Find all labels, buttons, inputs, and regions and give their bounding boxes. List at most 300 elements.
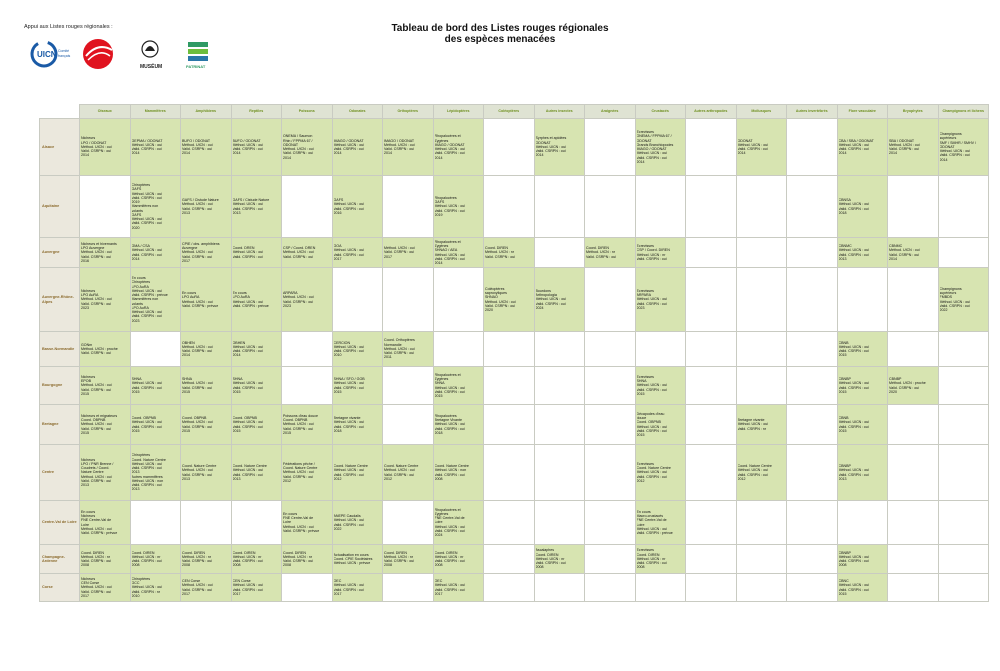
cell-line: Méthod. UICN : oui <box>333 583 365 588</box>
cell-line: Mammifères non <box>131 297 159 302</box>
cell-line: Loire <box>81 522 89 527</box>
cell-line: 2017 <box>384 254 392 259</box>
empty-cell <box>787 176 838 238</box>
cell-line: ODONAT <box>636 138 652 143</box>
empty-cell <box>938 501 989 545</box>
cell-line: Bretagne Vivante <box>434 418 463 423</box>
cell-line: Valid. CSRPN : oui <box>333 472 364 477</box>
header-corner <box>40 105 80 119</box>
empty-cell <box>686 268 737 332</box>
cell-line: Méthod. UICN : proche <box>889 381 926 386</box>
cell-line: Auvergne <box>182 246 198 251</box>
empty-cell <box>686 405 737 445</box>
table-row <box>40 238 989 268</box>
cell-line: Nicheurs <box>81 136 96 141</box>
cell-line: Coord. DIREN <box>485 246 508 251</box>
cell-line: Méthod. UICN : oui <box>81 474 112 479</box>
empty-cell <box>686 332 737 367</box>
cell-line: 2010 <box>131 593 140 598</box>
cell-line: LPO AuRA <box>81 293 99 298</box>
cell-line: Méthod. UICN : nr <box>535 556 565 561</box>
title-line-2: des espèces menacées <box>444 34 556 45</box>
cell-line: LPO Auvergne <box>81 246 105 251</box>
cell-line: Valid. CSRPN : prévue <box>182 303 219 308</box>
cell-line: SMF / SMHR / SMHV / <box>939 140 977 145</box>
empty-cell <box>282 574 333 602</box>
cell-line: 2014 <box>131 151 140 156</box>
cell-line: Valid. CSRPN : oui <box>232 472 263 477</box>
cell-line: Méthod. UICN : oui <box>333 248 365 253</box>
status-cell <box>80 268 131 332</box>
cell-line: Valid. CSRPN : oui <box>232 587 263 592</box>
status-cell <box>433 238 484 268</box>
status-cell <box>837 574 888 602</box>
cell-line: Coord. OBPNB <box>636 420 661 425</box>
status-cell <box>130 445 181 501</box>
empty-cell <box>787 545 838 574</box>
cell-line: 2014 <box>131 256 140 261</box>
status-cell <box>534 268 585 332</box>
cell-line: Valid. CSRPN : oui <box>737 147 768 151</box>
empty-cell <box>888 545 939 574</box>
cell-line: Mammifères non <box>131 204 159 209</box>
cell-line: 2014 <box>182 151 190 156</box>
cell-line: SHNA <box>232 377 243 381</box>
cell-line: Valid. CSRPN : oui <box>434 559 465 563</box>
status-cell <box>332 501 383 545</box>
status-cell <box>231 268 282 332</box>
cell-line: Valid. CSRPN : oui <box>838 424 869 429</box>
empty-cell <box>686 176 737 238</box>
cell-line: Champignons <box>939 286 962 291</box>
cell-line: Ecrevisses <box>636 288 654 293</box>
cell-line: 2013 <box>182 210 190 215</box>
page-title <box>330 23 670 45</box>
cell-line: Coord. Nature Centre <box>384 464 419 468</box>
cell-line: 2015 <box>131 428 140 433</box>
cell-line: Méthod. UICN : oui <box>333 420 365 425</box>
cell-line: Méthod. UICN : oui <box>636 151 668 156</box>
cell-line: supérieurs <box>939 291 957 295</box>
cell-line: Coord. Nature Centre <box>283 466 318 471</box>
empty-cell <box>585 405 636 445</box>
column-header: Reptiles <box>231 105 282 119</box>
status-cell <box>433 176 484 238</box>
cell-line: Valid. CSRPN : oui <box>131 424 162 429</box>
cell-line: Coord. DIREN <box>283 550 306 555</box>
cell-line: Valid. CSRPN : oui <box>131 252 162 257</box>
cell-line: Valid. CSRPN : oui <box>283 151 314 156</box>
column-header: Orthoptères <box>383 105 434 119</box>
status-cell <box>332 405 383 445</box>
cell-line: Méthod. UICN : oui <box>182 468 213 473</box>
cell-line: 2018 <box>333 428 342 433</box>
cell-line: Méthod. UICN : oui <box>81 422 112 427</box>
empty-cell <box>231 501 282 545</box>
cell-line: Valid. CSRPN : oui <box>333 206 364 211</box>
region-label: Bourgogne <box>40 367 80 405</box>
cell-line: Coord. Orthoptères <box>384 338 415 343</box>
cell-line: 2014 <box>737 151 746 156</box>
cell-line: Ecrevisses <box>636 374 654 379</box>
cell-line: Valid. CSRPN : prévue <box>232 303 269 308</box>
cell-line: Valid. CSRPN : oui <box>838 385 869 390</box>
cell-line: Zygènes <box>434 377 449 381</box>
cell-line: Rhopalocères et <box>434 239 461 244</box>
cell-line: 2015 <box>131 389 140 394</box>
cell-line: 2014 <box>434 155 443 160</box>
cell-line: Méthod. UICN : oui <box>434 204 466 209</box>
cell-line: CSP / Coord. DIREN <box>636 248 670 253</box>
cell-line: Coord. Nature Centre <box>333 464 368 468</box>
cell-line: LPO AuRA <box>182 295 200 300</box>
cell-line: CEN Corse <box>81 581 100 586</box>
cell-line: Méthod. UICN : oui <box>636 297 668 302</box>
cell-line: Méthod. UICN : oui <box>283 295 314 300</box>
empty-cell <box>383 501 434 545</box>
empty-cell <box>686 238 737 268</box>
cell-line: Méthod. UICN : oui <box>384 142 415 147</box>
cell-line: Méthod. UICN : oui <box>737 422 769 427</box>
cell-line: Valid. CSRPN : oui <box>232 147 263 151</box>
empty-cell <box>888 501 939 545</box>
cell-line: 2017 <box>333 591 342 596</box>
cell-line: Valid. CSRPN : oui <box>838 252 869 257</box>
column-header: Flore vasculaire <box>837 105 888 119</box>
cell-line: Coord. Nature Centre <box>182 464 217 468</box>
empty-cell <box>534 176 585 238</box>
cell-line: Valid. CSRPN : nr <box>737 426 766 431</box>
empty-cell <box>736 545 787 574</box>
cell-line: Coord. Nature Centre <box>636 466 671 471</box>
cell-line: CBA / SBA / ODONAT <box>838 138 874 143</box>
status-cell <box>181 119 232 176</box>
cell-line: Méthod. UICN : oui <box>333 468 365 473</box>
status-cell <box>433 405 484 445</box>
cell-line: Coord. OBPNB <box>283 418 308 423</box>
cell-line: Valid. CSRPN : oui <box>384 472 415 477</box>
cell-line: Valid. CSRPN : oui <box>838 559 869 563</box>
cell-line: IMAGO / ODONAT <box>384 138 415 143</box>
cell-line: CEN Corse <box>232 579 251 583</box>
status-cell <box>433 445 484 501</box>
cell-line: 2015 <box>232 428 241 433</box>
status-cell <box>635 367 686 405</box>
status-cell <box>332 119 383 176</box>
status-cell <box>181 268 232 332</box>
cell-line: 2015 <box>434 394 443 398</box>
status-cell <box>635 238 686 268</box>
cell-line: GOA <box>333 244 342 248</box>
empty-cell <box>686 574 737 602</box>
cell-line: Champignons <box>939 132 962 137</box>
cell-line: Chiroptères <box>131 280 151 285</box>
table-row <box>40 445 989 501</box>
cell-line: 2023 <box>283 303 291 308</box>
cell-line: 2008 <box>182 563 190 568</box>
empty-cell <box>332 268 383 332</box>
status-cell <box>888 367 939 405</box>
cell-line: 2017 <box>81 593 89 598</box>
cell-line: Méthod. UICN : oui <box>384 468 415 473</box>
status-cell <box>181 574 232 602</box>
cell-line: Nature Centre <box>81 470 104 475</box>
cell-line: En cours <box>636 509 651 514</box>
cell-line: CBNBP <box>838 377 851 381</box>
cell-line: Méthod. UICN : oui <box>636 470 668 475</box>
cell-line: Coord. CPIE Sociétaires <box>333 556 373 561</box>
empty-cell <box>686 367 737 405</box>
cell-line: Méthod. UICN : oui <box>283 250 314 255</box>
cell-line: Méthod. UICN : oui <box>333 381 365 386</box>
cell-line: Méthod. UICN : oui <box>131 142 163 147</box>
empty-cell <box>686 545 737 574</box>
status-cell <box>888 238 939 268</box>
cell-line: Méthod. UICN : oui <box>131 461 163 466</box>
cell-line: Normandie <box>384 342 402 347</box>
cell-line: Valid. CSRPN : oui <box>384 559 415 563</box>
empty-cell <box>736 238 787 268</box>
cell-line: IMAGO / ODONAT <box>434 142 465 147</box>
cell-line: ANEPE Caudalis <box>333 514 361 518</box>
empty-cell <box>938 445 989 501</box>
cell-line: 2014 <box>939 157 948 162</box>
cell-line: Valid. CSRPN : oui <box>131 483 162 488</box>
cell-line: ARPARA <box>283 291 298 295</box>
status-cell <box>534 545 585 574</box>
cell-line: ODONAT <box>737 138 753 143</box>
status-cell <box>888 119 939 176</box>
status-cell <box>332 445 383 501</box>
title-line-1: Tableau de bord des Listes rouges régionales <box>391 23 609 34</box>
cell-line: 2020 <box>485 308 493 312</box>
cell-line: OEC <box>333 579 342 583</box>
cell-line: 2017 <box>333 256 342 261</box>
cell-line: Valid. CSRPN : oui <box>384 147 415 151</box>
cell-line: Valid. CSRPN : oui <box>131 147 162 151</box>
empty-cell <box>686 119 737 176</box>
cell-line: 2008 <box>535 565 544 570</box>
cell-line: Coord. OBPNB <box>182 416 207 420</box>
status-cell <box>938 119 989 176</box>
cell-line: supérieurs <box>939 136 957 141</box>
cell-line: 2008 <box>131 563 140 568</box>
empty-cell <box>736 501 787 545</box>
cell-line: Méthod. UICN : oui <box>232 344 264 349</box>
cell-line: Valid. CSRPN : oui <box>81 559 112 563</box>
empty-cell <box>484 176 535 238</box>
cell-line: 2013 <box>838 476 847 481</box>
cell-line: Valid. CSRPN : oui <box>283 559 314 563</box>
cell-line: GAFS / Cistude Nature <box>232 198 270 202</box>
cell-line: Valid. CSRPN : oui <box>838 147 869 151</box>
empty-cell <box>888 445 939 501</box>
status-cell <box>231 405 282 445</box>
status-cell <box>837 545 888 574</box>
status-cell <box>635 268 686 332</box>
region-label: Champagne-Ardenne <box>40 545 80 574</box>
cell-line: Valid. CSRPN : oui <box>586 254 617 259</box>
cell-line: saproxyliques <box>485 291 507 295</box>
patrinat-logo <box>186 42 208 69</box>
cell-line: Actualisation en cours <box>333 552 369 557</box>
cell-line: Nicheurs et hivernants <box>81 241 117 246</box>
cell-line: Loire <box>434 520 443 525</box>
cell-line: Valid. CSRPN : oui <box>384 250 415 255</box>
column-header: Lépidoptères <box>433 105 484 119</box>
cell-line: Valid. CSRPN : oui <box>838 206 869 211</box>
cell-line: Méthod. UICN : oui <box>131 288 163 293</box>
status-cell <box>282 501 333 545</box>
status-cell <box>383 119 434 176</box>
support-label: Appui aux Listes rouges régionales : <box>24 24 113 30</box>
cell-line: ARPARA <box>636 293 652 298</box>
cell-line: Méthod. UICN : oui <box>81 297 112 302</box>
cell-line: 2014 <box>889 256 897 261</box>
status-cell <box>130 119 181 176</box>
cell-line: Méthod. UICN : oui <box>384 246 415 251</box>
empty-cell <box>534 445 585 501</box>
cell-line: Valid. CSRPN : oui <box>182 206 213 211</box>
table-row <box>40 501 989 545</box>
empty-cell <box>534 332 585 367</box>
empty-cell <box>484 545 535 574</box>
cell-line: Valid. CSRPN : oui <box>232 349 263 353</box>
table-row <box>40 367 989 405</box>
status-cell <box>635 119 686 176</box>
empty-cell <box>383 574 434 602</box>
status-cell <box>484 268 535 332</box>
cell-line: LPO / ODONAT <box>81 140 107 145</box>
empty-cell <box>736 176 787 238</box>
cell-line: Valid. CSRPN : oui <box>838 349 869 353</box>
cell-line: Méthod. UICN : nr <box>131 554 161 559</box>
cell-line: Valid. CSRPN : oui <box>889 252 920 257</box>
cell-line: Méthod. UICN : oui <box>131 585 163 590</box>
cell-line: LPO / PNR Brenne / <box>81 461 114 466</box>
cell-line: Valid. CSRPN : oui <box>535 561 566 566</box>
empty-cell <box>787 332 838 367</box>
cell-line: Valid. CSRPN : oui <box>182 385 213 390</box>
cell-line: Coord. Nature Centre <box>434 464 469 468</box>
cell-line: Syrphes et apidées <box>535 136 567 141</box>
table-row <box>40 332 989 367</box>
cell-line: Valid. CSRPN : oui <box>81 149 112 154</box>
column-header: Champignons et lichens <box>938 105 989 119</box>
cell-line: Valid. CSRPN : oui <box>889 385 920 390</box>
cell-line: Méthod. UICN : oui <box>182 250 213 255</box>
cell-line: Nicheurs <box>81 374 96 379</box>
cell-line: CBNBP <box>838 464 851 468</box>
cell-line: 2012 <box>384 476 392 481</box>
cell-line: 2014 <box>535 153 544 158</box>
empty-cell <box>938 238 989 268</box>
status-cell <box>383 238 434 268</box>
cell-line: Méthod. UICN : oui <box>838 583 870 588</box>
cell-line: Valid. CSRPN : prévue <box>283 528 320 533</box>
cell-line: Méthod. UICN : oui <box>232 202 264 207</box>
cell-line: Valid. CSRPN : oui <box>182 587 213 592</box>
empty-cell <box>736 574 787 602</box>
cell-line: GCC <box>131 581 140 586</box>
status-cell <box>736 445 787 501</box>
cell-line: Nicheurs <box>81 576 96 581</box>
svg-text:UICN: UICN <box>37 50 57 59</box>
empty-cell <box>837 501 888 545</box>
cell-line: Coord. OBPNB <box>81 418 106 423</box>
cell-line: Méthod. UICN : oui <box>232 250 264 255</box>
cell-line: Méthod. UICN : oui <box>81 383 112 388</box>
cell-line: Valid. CSRPN : oui <box>636 256 667 261</box>
cell-line: Valid. CSRPN : oui <box>81 301 112 306</box>
cell-line: Méthod. UICN : oui <box>434 524 466 529</box>
cell-line: Méthod. UICN : oui <box>535 144 567 149</box>
column-header: Bryophytes <box>888 105 939 119</box>
cell-line: Méthod. UICN : oui <box>182 202 213 207</box>
status-cell <box>130 176 181 238</box>
empty-cell <box>938 332 989 367</box>
cell-line: ODONAT <box>939 144 955 149</box>
status-cell <box>282 238 333 268</box>
cell-line: Zygènes <box>434 511 449 516</box>
cell-line: Méthod. UICN : oui <box>182 344 213 349</box>
cell-line: Chiroptères <box>131 453 151 458</box>
cell-line: Rhopalocères <box>434 195 457 200</box>
cell-line: Méthod. UICN : oui <box>131 310 163 315</box>
status-cell <box>282 268 333 332</box>
column-header: Oiseaux <box>80 105 131 119</box>
cell-line: ONEMA / FPPMA 67 / <box>636 134 672 139</box>
cell-line: Méthod. UICN : oui <box>434 422 466 427</box>
svg-text:PATRINAT: PATRINAT <box>186 64 206 69</box>
cell-line: Valid. CSRPN : oui <box>434 151 465 156</box>
cell-line: Valid. CSRPN : oui <box>182 472 213 477</box>
cell-line: 2008 <box>384 563 392 568</box>
cell-line: 2013 <box>232 476 241 481</box>
empty-cell <box>282 176 333 238</box>
status-cell <box>332 574 383 602</box>
cell-line: Méthod. UICN : oui <box>838 202 870 207</box>
status-cell <box>332 238 383 268</box>
empty-cell <box>938 574 989 602</box>
cell-line: Valid. CSRPN : oui <box>838 472 869 477</box>
column-header: Amphibiens <box>181 105 232 119</box>
cell-line: Valid. CSRPN : oui <box>81 254 112 259</box>
status-cell <box>130 405 181 445</box>
cell-line: 2013 <box>182 476 190 481</box>
cell-line: 2013 <box>131 487 140 492</box>
cell-line: Valid. CSRPN : oui <box>636 561 667 566</box>
cell-line: Valid. CSRPN : oui <box>434 472 465 477</box>
empty-cell <box>787 501 838 545</box>
cell-line: Valid. CSRPN : oui <box>232 385 263 390</box>
cell-line: Méthod. UICN : oui <box>434 583 466 588</box>
cell-line: SHNA / SFO / GOB <box>333 377 365 381</box>
status-cell <box>181 405 232 445</box>
status-cell <box>585 238 636 268</box>
cell-line: Méthod. UICN : nr <box>636 556 666 561</box>
cell-line: Valid. CSRPN : oui <box>737 472 768 477</box>
empty-cell <box>534 501 585 545</box>
status-cell <box>635 501 686 545</box>
cell-line: GAFS <box>131 212 142 217</box>
cell-line: Méthod. UICN : oui <box>131 217 163 222</box>
status-cell <box>80 367 131 405</box>
cell-line: En cours <box>131 276 146 281</box>
empty-cell <box>383 405 434 445</box>
cell-line: Méthod. UICN : oui <box>636 424 668 429</box>
cell-line: Valid. CSRPN : oui <box>333 349 364 353</box>
